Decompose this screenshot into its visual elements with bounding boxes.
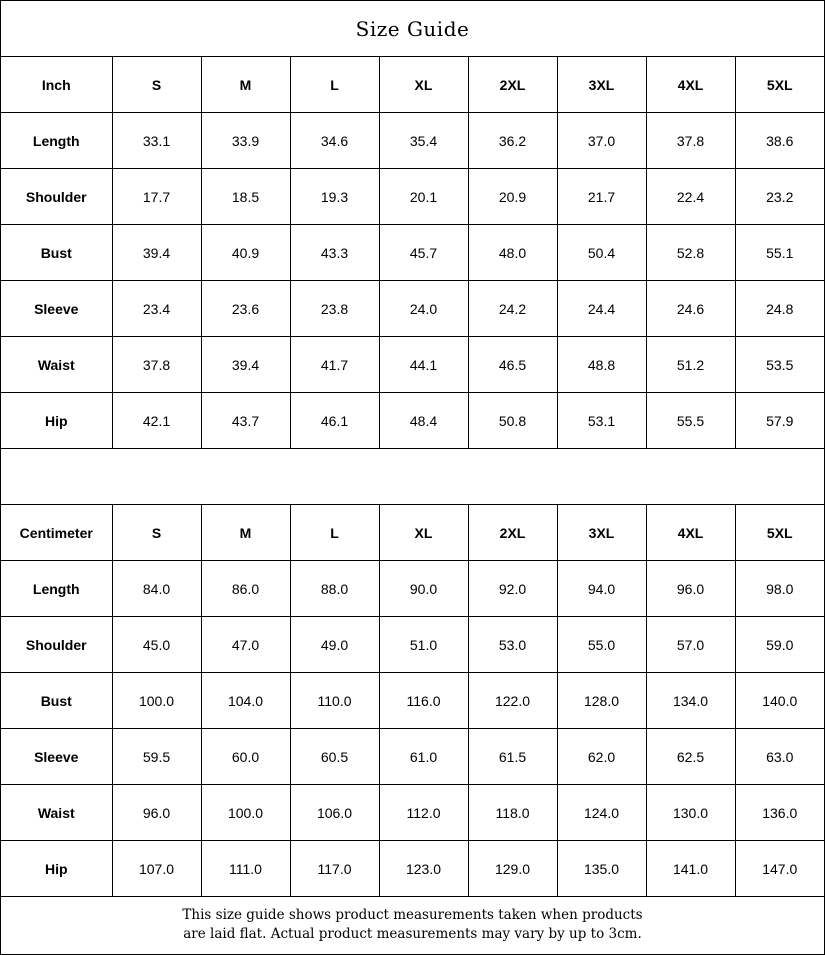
measurement-value: 53.5 [735, 337, 824, 393]
measurement-value: 128.0 [557, 673, 646, 729]
measurement-value: 45.0 [112, 617, 201, 673]
page-title: Size Guide [1, 1, 824, 57]
measurement-value: 44.1 [379, 337, 468, 393]
measurement-value: 23.8 [290, 281, 379, 337]
measurement-label: Shoulder [1, 169, 112, 225]
measurement-value: 60.0 [201, 729, 290, 785]
table-row-waist [1, 337, 824, 393]
measurement-value: 57.9 [735, 393, 824, 449]
measurement-value: 84.0 [112, 561, 201, 617]
measurement-value: 41.7 [290, 337, 379, 393]
centimeter-size-table [1, 505, 824, 897]
measurement-value: 62.5 [646, 729, 735, 785]
size-header-l: L [290, 57, 379, 113]
measurement-value: 94.0 [557, 561, 646, 617]
measurement-value: 35.4 [379, 113, 468, 169]
measurement-value: 53.0 [468, 617, 557, 673]
measurement-value: 19.3 [290, 169, 379, 225]
measurement-label: Length [1, 561, 112, 617]
measurement-value: 20.1 [379, 169, 468, 225]
measurement-value: 18.5 [201, 169, 290, 225]
size-header-m: M [201, 505, 290, 561]
table-row-hip [1, 393, 824, 449]
measurement-value: 51.2 [646, 337, 735, 393]
size-header-3xl: 3XL [557, 57, 646, 113]
measurement-value: 23.2 [735, 169, 824, 225]
measurement-value: 51.0 [379, 617, 468, 673]
measurement-value: 123.0 [379, 841, 468, 897]
measurement-value: 130.0 [646, 785, 735, 841]
measurement-label: Bust [1, 225, 112, 281]
measurement-label: Hip [1, 841, 112, 897]
measurement-value: 37.0 [557, 113, 646, 169]
measurement-value: 118.0 [468, 785, 557, 841]
measurement-value: 129.0 [468, 841, 557, 897]
measurement-value: 60.5 [290, 729, 379, 785]
table-header-row [1, 57, 824, 113]
table-header-row [1, 505, 824, 561]
measurement-value: 107.0 [112, 841, 201, 897]
table-row-hip [1, 841, 824, 897]
measurement-value: 53.1 [557, 393, 646, 449]
measurement-value: 55.5 [646, 393, 735, 449]
measurement-value: 100.0 [112, 673, 201, 729]
measurement-value: 52.8 [646, 225, 735, 281]
measurement-value: 92.0 [468, 561, 557, 617]
measurement-value: 24.2 [468, 281, 557, 337]
table-row-bust [1, 673, 824, 729]
unit-label: Centimeter [1, 505, 112, 561]
measurement-value: 90.0 [379, 561, 468, 617]
measurement-label: Hip [1, 393, 112, 449]
measurement-value: 135.0 [557, 841, 646, 897]
table-row-length [1, 561, 824, 617]
measurement-value: 110.0 [290, 673, 379, 729]
measurement-label: Bust [1, 673, 112, 729]
size-header-5xl: 5XL [735, 505, 824, 561]
measurement-value: 57.0 [646, 617, 735, 673]
size-header-s: S [112, 57, 201, 113]
table-row-length [1, 113, 824, 169]
measurement-value: 96.0 [646, 561, 735, 617]
measurement-value: 45.7 [379, 225, 468, 281]
measurement-label: Waist [1, 337, 112, 393]
measurement-value: 34.6 [290, 113, 379, 169]
measurement-value: 88.0 [290, 561, 379, 617]
measurement-value: 43.7 [201, 393, 290, 449]
measurement-value: 98.0 [735, 561, 824, 617]
measurement-value: 50.8 [468, 393, 557, 449]
size-header-xl: XL [379, 57, 468, 113]
measurement-value: 20.9 [468, 169, 557, 225]
measurement-value: 17.7 [112, 169, 201, 225]
note-line-2: are laid flat. Actual product measurements may vary by up to 3cm. [183, 926, 642, 942]
measurement-value: 42.1 [112, 393, 201, 449]
measurement-value: 49.0 [290, 617, 379, 673]
size-header-2xl: 2XL [468, 505, 557, 561]
measurement-value: 46.5 [468, 337, 557, 393]
measurement-value: 136.0 [735, 785, 824, 841]
measurement-value: 55.0 [557, 617, 646, 673]
measurement-value: 134.0 [646, 673, 735, 729]
measurement-value: 59.5 [112, 729, 201, 785]
measurement-value: 62.0 [557, 729, 646, 785]
measurement-value: 37.8 [646, 113, 735, 169]
unit-label: Inch [1, 57, 112, 113]
measurement-value: 112.0 [379, 785, 468, 841]
measurement-value: 140.0 [735, 673, 824, 729]
measurement-label: Sleeve [1, 281, 112, 337]
size-header-2xl: 2XL [468, 57, 557, 113]
measurement-value: 37.8 [112, 337, 201, 393]
measurement-value: 111.0 [201, 841, 290, 897]
measurement-value: 48.4 [379, 393, 468, 449]
measurement-value: 39.4 [201, 337, 290, 393]
size-header-3xl: 3XL [557, 505, 646, 561]
inch-size-table [1, 57, 824, 449]
measurement-value: 104.0 [201, 673, 290, 729]
measurement-note [1, 897, 824, 953]
measurement-value: 50.4 [557, 225, 646, 281]
size-header-4xl: 4XL [646, 505, 735, 561]
measurement-value: 46.1 [290, 393, 379, 449]
measurement-value: 124.0 [557, 785, 646, 841]
measurement-value: 43.3 [290, 225, 379, 281]
measurement-value: 23.6 [201, 281, 290, 337]
measurement-value: 24.8 [735, 281, 824, 337]
measurement-value: 24.4 [557, 281, 646, 337]
measurement-value: 39.4 [112, 225, 201, 281]
measurement-label: Shoulder [1, 617, 112, 673]
measurement-value: 22.4 [646, 169, 735, 225]
measurement-value: 63.0 [735, 729, 824, 785]
measurement-value: 23.4 [112, 281, 201, 337]
size-header-5xl: 5XL [735, 57, 824, 113]
measurement-value: 33.1 [112, 113, 201, 169]
table-row-sleeve [1, 729, 824, 785]
measurement-value: 61.5 [468, 729, 557, 785]
measurement-label: Waist [1, 785, 112, 841]
measurement-value: 40.9 [201, 225, 290, 281]
table-spacer [1, 449, 824, 505]
size-header-l: L [290, 505, 379, 561]
note-line-1: This size guide shows product measurements taken when products [182, 907, 643, 923]
table-row-sleeve [1, 281, 824, 337]
measurement-value: 47.0 [201, 617, 290, 673]
size-header-s: S [112, 505, 201, 561]
measurement-value: 38.6 [735, 113, 824, 169]
measurement-label: Length [1, 113, 112, 169]
measurement-value: 21.7 [557, 169, 646, 225]
measurement-value: 96.0 [112, 785, 201, 841]
size-header-4xl: 4XL [646, 57, 735, 113]
measurement-value: 33.9 [201, 113, 290, 169]
measurement-value: 100.0 [201, 785, 290, 841]
measurement-value: 147.0 [735, 841, 824, 897]
measurement-label: Sleeve [1, 729, 112, 785]
measurement-value: 55.1 [735, 225, 824, 281]
measurement-value: 48.0 [468, 225, 557, 281]
measurement-value: 122.0 [468, 673, 557, 729]
table-row-waist [1, 785, 824, 841]
measurement-value: 24.0 [379, 281, 468, 337]
measurement-value: 24.6 [646, 281, 735, 337]
measurement-value: 106.0 [290, 785, 379, 841]
measurement-value: 36.2 [468, 113, 557, 169]
table-row-shoulder [1, 169, 824, 225]
table-row-bust [1, 225, 824, 281]
measurement-value: 117.0 [290, 841, 379, 897]
measurement-value: 61.0 [379, 729, 468, 785]
size-header-m: M [201, 57, 290, 113]
measurement-value: 48.8 [557, 337, 646, 393]
size-header-xl: XL [379, 505, 468, 561]
measurement-value: 141.0 [646, 841, 735, 897]
measurement-value: 116.0 [379, 673, 468, 729]
table-row-shoulder [1, 617, 824, 673]
measurement-value: 59.0 [735, 617, 824, 673]
measurement-value: 86.0 [201, 561, 290, 617]
